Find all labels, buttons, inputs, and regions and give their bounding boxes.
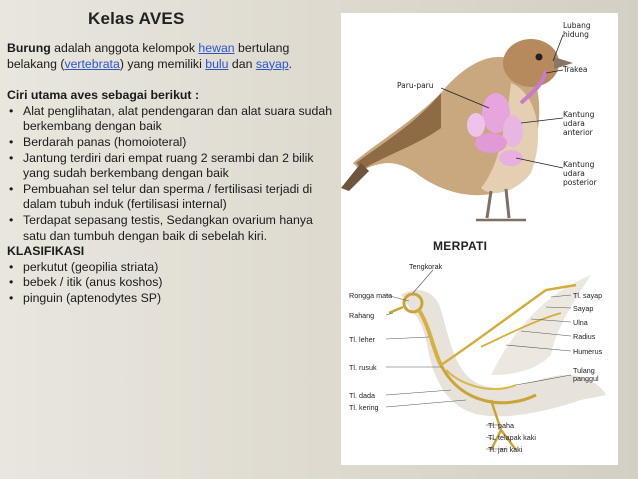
classification-item: • perkutut (geopilia striata) (7, 260, 337, 276)
label-rongga-mata: Rongga mata (349, 291, 393, 300)
feature-item: • Terdapat sepasang testis, Sedangkan ovarium hanya satu dan tumbuh dengan baik di sebelah kiri. (7, 213, 337, 244)
skeleton-title: MERPATI (433, 239, 488, 253)
classification-item: • pinguin (aptenodytes SP) (7, 291, 337, 307)
bird-anatomy-image (341, 13, 618, 235)
intro-t3: ) yang memiliki (119, 56, 206, 71)
label-radius: Radius (573, 332, 596, 341)
label-rusuk: Tl. rusuk (349, 363, 377, 372)
body-text (7, 41, 337, 307)
label-lubang-hidung: Lubang hidung (563, 21, 591, 39)
intro-paragraph (7, 41, 337, 72)
label-panggul: Tulang panggul (573, 366, 599, 383)
label-sayap2: Sayap (573, 304, 594, 313)
slide-title: Kelas AVES (88, 9, 185, 28)
label-kantung-posterior: Kantung udara posterior (563, 160, 597, 187)
link-sayap[interactable]: sayap (255, 56, 289, 71)
label-rahang: Rahang (349, 311, 375, 320)
label-dada: Tl. dada (349, 391, 375, 400)
link-bulu[interactable]: bulu (205, 56, 229, 71)
label-tengkorak: Tengkorak (409, 262, 443, 271)
label-paha: Tl. paha (488, 421, 514, 430)
intro-t4: dan (228, 56, 256, 71)
label-kering: Tl. kering (349, 403, 379, 412)
label-jari: Tl. jari kaki (488, 445, 523, 454)
label-humerus: Humerus (573, 347, 603, 356)
label-leher: Tl. leher (349, 335, 375, 344)
features-heading: Ciri utama aves sebagai berikut : (7, 88, 200, 103)
feature-item: • Pembuahan sel telur dan sperma / fertilisasi terjadi di dalam tubuh induk (fertilisasi internal) (7, 182, 337, 213)
label-kantung-anterior: Kantung udara anterior (563, 110, 595, 137)
label-sayap: Tl. sayap (573, 291, 603, 300)
link-hewan[interactable]: hewan (198, 41, 235, 55)
feature-item: • Jantung terdiri dari empat ruang 2 serambi dan 2 bilik yang sudah berkembang dengan baik (7, 151, 337, 182)
intro-t1: adalah anggota kelompok (50, 41, 199, 55)
feature-item: • Berdarah panas (homoioteral) (7, 135, 337, 151)
link-vertebrata[interactable]: vertebrata (64, 56, 120, 71)
label-paru: Paru-paru (397, 81, 434, 90)
label-telapak: Tl. telapak kaki (488, 433, 536, 442)
intro-t5: . (288, 56, 293, 71)
feature-item: • Alat penglihatan, alat pendengaran dan alat suara sudah berkembang dengan baik (7, 104, 337, 135)
intro-t2: bertulang belakang ( (7, 41, 290, 71)
classification-heading: KLASIFIKASI (7, 244, 85, 259)
label-ulna: Ulna (573, 318, 588, 327)
label-trakea: Trakea (563, 65, 588, 74)
pigeon-skeleton-image (341, 235, 618, 465)
intro-bold: Burung (7, 41, 51, 55)
classification-item: • bebek / itik (anus koshos) (7, 275, 337, 291)
